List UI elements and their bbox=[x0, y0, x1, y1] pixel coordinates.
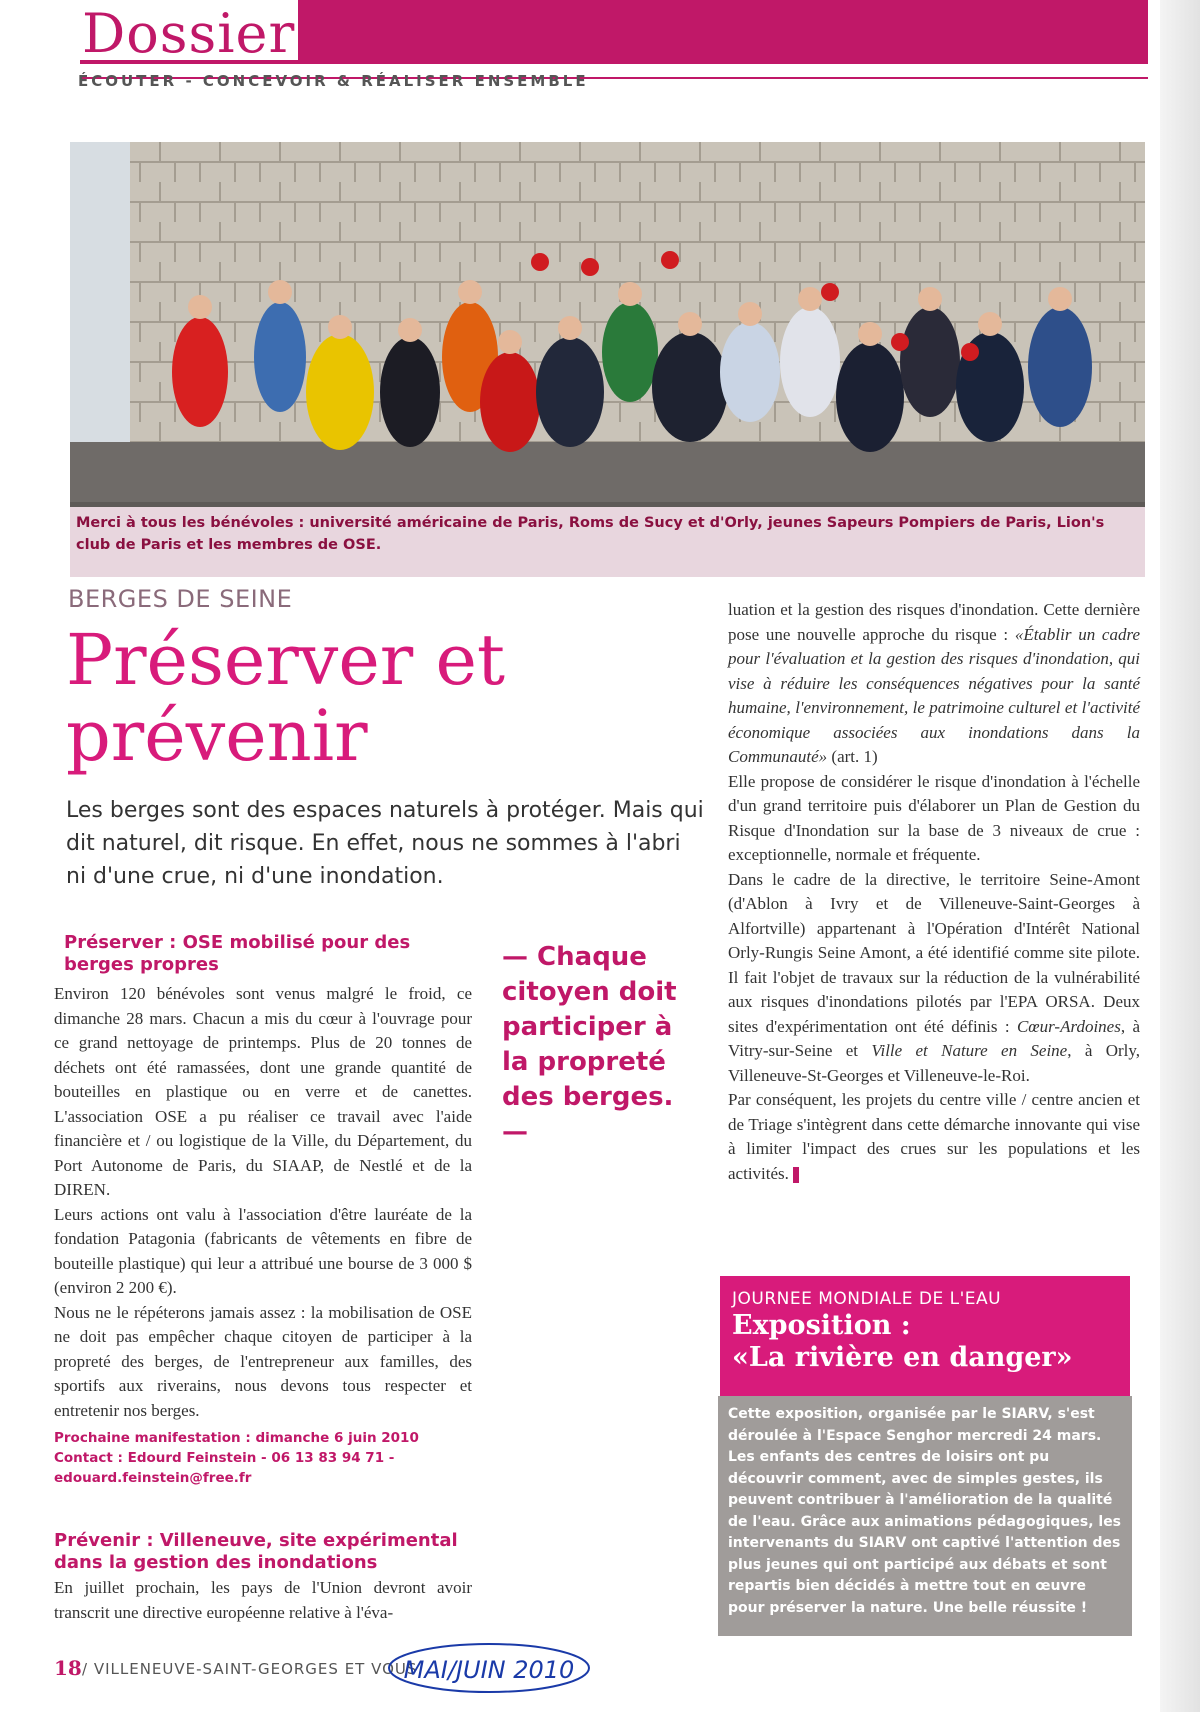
page-edge-shadow bbox=[1160, 0, 1200, 1712]
text-run: (art. 1) bbox=[831, 747, 878, 766]
section-prevenir-body bbox=[54, 1576, 472, 1625]
section-preserver-body bbox=[54, 982, 472, 1423]
publication-name: / VILLENEUVE-SAINT-GEORGES ET VOUS bbox=[82, 1660, 418, 1678]
paragraph bbox=[728, 598, 1140, 770]
text-run: , à Orly, Villeneuve-St-Georges et Villeneuve-le-Roi. bbox=[728, 1041, 1141, 1085]
section-prevenir-subhead: Prévenir : Villeneuve, site expérimental dans la gestion des inondations bbox=[54, 1530, 458, 1573]
text-run: Dans le cadre de la directive, le territoire Seine-Amont (d'Ablon à Ivry et de Villeneuve-Saint-Georges à Alfortville) appartenant à l'Opération d'Intérêt National Orly-Rungis Seine Amont, a été identifié comme site pilote. Il fait l'objet de travaux sur la réduction de la vulnérabilité aux risques d'inondations pilotés par l'EPA ORSA. Deux sites d'expérimentation ont été définis : bbox=[728, 869, 1140, 1036]
paragraph bbox=[728, 1088, 1140, 1186]
pull-quote: — Chaque citoyen doit participer à la propreté des berges. — bbox=[502, 942, 677, 1147]
site-name: Cœur-Ardoines bbox=[1016, 1016, 1121, 1036]
paragraph: Elle propose de considérer le risque d'inondation à l'échelle d'un grand territoire puis d'élaborer un Plan de Gestion du Risque d'Inondation sur la base de 3 niveaux de crue : exceptionnelle, normale et fréquente. bbox=[728, 771, 1140, 864]
paragraph bbox=[728, 868, 1140, 1089]
exhibition-kicker: JOURNEE MONDIALE DE L'EAU bbox=[732, 1289, 1002, 1309]
exhibition-title-line: «La rivière en danger» bbox=[732, 1342, 1073, 1373]
section-prevenir-continued bbox=[728, 598, 1140, 1186]
section-title: Dossier bbox=[82, 2, 296, 65]
contact-email[interactable]: edouard.feinstein@free.fr bbox=[54, 1470, 252, 1486]
handwritten-date bbox=[384, 1640, 594, 1700]
article-intro: Les berges sont des espaces naturels à protéger. Mais qui dit naturel, dit risque. En effet, nous ne sommes à l'abri ni d'une crue, ni d'une inondation. bbox=[66, 798, 704, 889]
text-run: luation et la gestion des risques d'inondation. Cette dernière pose une nouvelle approche du risque : bbox=[728, 600, 1140, 644]
text-run: Par conséquent, les projets du centre ville / centre ancien et de Triage s'intègrent dans cette démarche innovante qui vise à limiter l'impact des crues sur les populations et les activités. bbox=[728, 1090, 1140, 1183]
photo-caption: Merci à tous les bénévoles : université américaine de Paris, Roms de Sucy et d'Orly, jeunes Sapeurs Pompiers de Paris, Lion's club de Paris et les membres de OSE. bbox=[76, 515, 1105, 553]
paragraph: Nous ne le répéterons jamais assez : la mobilisation de OSE ne doit pas empêcher chaque citoyen de participer à la propreté des berges, de l'entrepreneur aux familles, des sportifs aux riverains, nous devons tous respecter et entretenir nos berges. bbox=[54, 1302, 472, 1420]
directive-quote: «Établir un cadre pour l'évaluation et la gestion des risques d'inondation, qui vise à réduire les conséquences négatives pour la santé humaine, l'environnement, le patrimoine culturel et l'activité économique associées aux inondations dans la Communauté» bbox=[728, 624, 1141, 766]
section-preserver-subhead: Préserver : OSE mobilisé pour des berges propres bbox=[64, 932, 411, 975]
article-kicker: BERGES DE SEINE bbox=[68, 585, 293, 613]
page-number: 18 bbox=[54, 1656, 82, 1680]
event-info bbox=[54, 1428, 484, 1488]
site-name: Ville et Nature en Seine bbox=[871, 1041, 1068, 1060]
exhibition-title-line: Exposition : bbox=[732, 1310, 911, 1341]
end-of-article-mark bbox=[793, 1167, 799, 1183]
exhibition-text: Cette exposition, organisée par le SIARV, s'est déroulée à l'Espace Senghor mercredi 24 mars. Les enfants des centres de loisirs ont pu découvrir comment, avec de simples gestes, ils peuvent contribuer à l'amélioration de la qualité de l'eau. Grâce aux animations pédagogiques, les intervenants du SIARV ont captivé l'attention des plus jeunes qui ont participé aux débats et sont repartis bien décidés à mettre tout en œuvre pour préserver la nature. Une belle réussite ! bbox=[728, 1406, 1122, 1616]
header-subtitle: ÉCOUTER - CONCEVOIR & RÉALISER ENSEMBLE bbox=[78, 72, 589, 90]
text-run: , à Vitry-sur-Seine et bbox=[728, 1016, 1141, 1060]
contact-line: Contact : Edourd Feinstein - 06 13 83 94 71 - bbox=[54, 1450, 395, 1466]
paragraph: Leurs actions ont valu à l'association d'être lauréate de la fondation Patagonia (fabricants de vêtements en fibre de bouteille plastique) qui leur a attribué une bourse de 3 000 $ (environ 2 200 €). bbox=[54, 1204, 472, 1297]
paragraph: En juillet prochain, les pays de l'Union devront avoir transcrit une directive européenne relative à l'éva- bbox=[54, 1578, 472, 1622]
article-headline: Préserver et prévenir bbox=[66, 619, 506, 777]
handwritten-date-text: MAI/JUIN 2010 bbox=[403, 1656, 575, 1684]
next-event: Prochaine manifestation : dimanche 6 juin 2010 bbox=[54, 1430, 419, 1446]
paragraph: Environ 120 bénévoles sont venus malgré le froid, ce dimanche 28 mars. Chacun a mis du cœur à l'ouvrage pour ce grand nettoyage de printemps. Plus de 20 tonnes de déchets ont été ramassées, dont une grande quantité de bouteilles en plastique ou en verre et de canettes. L'association OSE a pu réaliser ce travail avec l'aide financière et / ou logistique de la Ville, du Département, du Port Autonome de Paris, du SIAAP, de Nestlé et de la DIREN. bbox=[54, 984, 472, 1199]
exhibition-title bbox=[732, 1310, 1122, 1374]
